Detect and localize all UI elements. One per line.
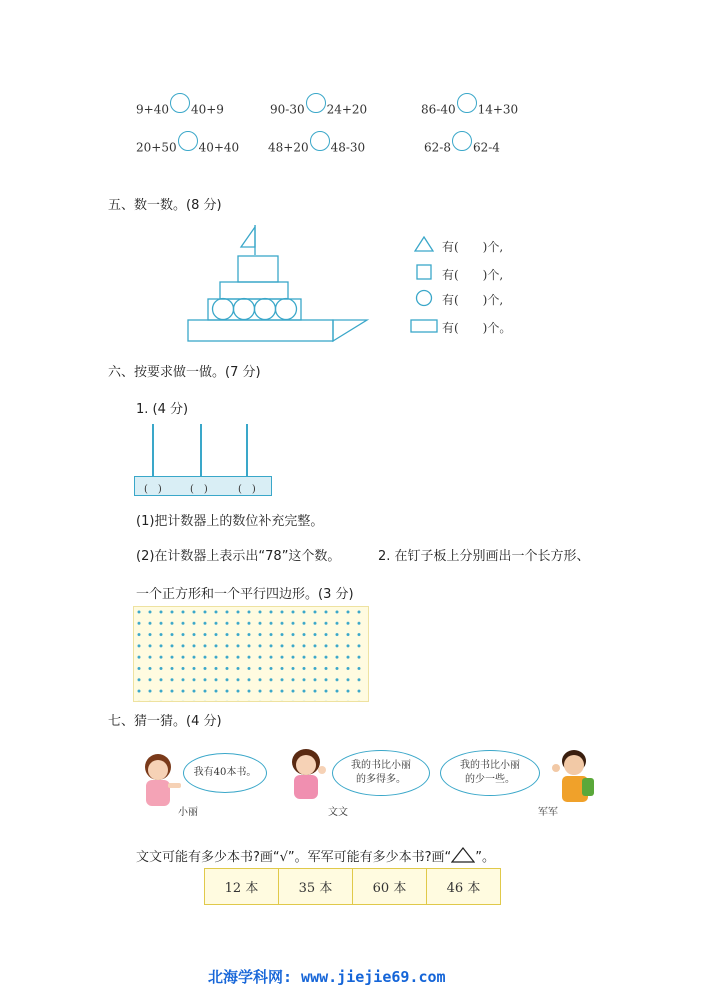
instruction-3-start: 2. 在钉子板上分别画出一个长方形、 xyxy=(378,549,590,564)
compare-item xyxy=(136,100,224,120)
circle-shape xyxy=(234,299,255,320)
middle-rectangle xyxy=(220,282,288,299)
answer-circle[interactable] xyxy=(306,93,326,113)
answer-circle[interactable] xyxy=(457,93,477,113)
expr-right: 48-30 xyxy=(330,140,366,155)
compare-item xyxy=(270,100,367,120)
option-cell[interactable]: 12 本 xyxy=(205,869,279,905)
instruction-3-end: 一个正方形和一个平行四边形。(3 分) xyxy=(136,587,354,602)
expr-left: 62-8 xyxy=(424,140,451,155)
compare-item xyxy=(424,138,500,158)
expr-right: 24+20 xyxy=(326,102,368,117)
hull-rectangle xyxy=(188,320,333,341)
counter-rod xyxy=(200,424,202,476)
peg-grid xyxy=(134,607,368,701)
bubble-text: 我的书比小丽的少一些。 xyxy=(460,760,520,785)
compare-item xyxy=(268,138,365,158)
expr-right: 62-4 xyxy=(472,140,500,155)
expr-left: 48+20 xyxy=(268,140,309,155)
legend-square: 有( )个, xyxy=(442,268,504,282)
answer-circle[interactable] xyxy=(310,131,330,151)
compare-item xyxy=(421,100,518,120)
place-slot[interactable]: ( ) xyxy=(190,484,208,495)
subquestion-1-label: 1. (4 分) xyxy=(136,402,189,417)
legend-rectangle: 有( )个。 xyxy=(442,321,512,335)
expr-right: 40+40 xyxy=(198,140,240,155)
circle-icon xyxy=(415,289,433,307)
answer-circle[interactable] xyxy=(178,131,198,151)
bow-triangle-icon xyxy=(333,320,367,341)
section-5-title: 五、数一数。(8 分) xyxy=(108,198,222,213)
speech-bubble-xiaoli: 我有40本书。 xyxy=(183,753,267,793)
circle-shape xyxy=(213,299,234,320)
footer-watermark[interactable]: 北海学科网: www.jiejie69.com xyxy=(208,968,446,986)
boy-junjun-avatar xyxy=(548,748,598,806)
square-icon xyxy=(416,264,432,280)
speech-bubble-wenwen xyxy=(332,750,430,796)
section-6-title: 六、按要求做一做。(7 分) xyxy=(108,365,261,380)
expr-left: 9+40 xyxy=(136,102,169,117)
expr-left: 20+50 xyxy=(136,140,177,155)
boat-figure xyxy=(185,225,370,345)
place-slot[interactable]: ( ) xyxy=(238,484,256,495)
top-square xyxy=(238,256,278,282)
name-junjun: 军军 xyxy=(538,807,558,818)
triangle-icon xyxy=(451,847,475,863)
counter-rod xyxy=(152,424,154,476)
answer-circle[interactable] xyxy=(170,93,190,113)
guess-question-end: ”。 xyxy=(475,850,496,865)
girl-xiaoli-avatar xyxy=(138,753,182,809)
name-xiaoli: 小丽 xyxy=(178,807,198,818)
expr-right: 14+30 xyxy=(477,102,519,117)
section-7-title: 七、猜一猜。(4 分) xyxy=(108,714,222,729)
answer-circle[interactable] xyxy=(452,131,472,151)
compare-item xyxy=(136,138,239,158)
expr-left: 90-30 xyxy=(270,102,305,117)
instruction-1: (1)把计数器上的数位补充完整。 xyxy=(136,514,324,529)
legend-triangle: 有( )个, xyxy=(442,240,504,254)
peg-board[interactable] xyxy=(133,606,369,702)
instruction-2: (2)在计数器上表示出“78”这个数。 xyxy=(136,549,341,564)
bubble-text: 我的书比小丽的多得多。 xyxy=(351,760,411,785)
place-slot[interactable]: ( ) xyxy=(144,484,162,495)
option-cell[interactable]: 46 本 xyxy=(427,869,501,905)
legend-circle: 有( )个, xyxy=(442,293,504,307)
counter-rod xyxy=(246,424,248,476)
option-cell[interactable]: 35 本 xyxy=(279,869,353,905)
triangle-icon xyxy=(414,236,434,252)
expr-right: 40+9 xyxy=(190,102,224,117)
flag-triangle-icon xyxy=(241,227,255,247)
circle-shape xyxy=(276,299,297,320)
speech-bubble-junjun xyxy=(440,750,540,796)
girl-wenwen-avatar xyxy=(284,748,328,804)
rectangle-icon xyxy=(410,318,438,334)
option-cell[interactable]: 60 本 xyxy=(353,869,427,905)
guess-question xyxy=(136,846,495,865)
name-wenwen: 文文 xyxy=(328,807,348,818)
circle-shape xyxy=(255,299,276,320)
book-options-table xyxy=(204,868,501,905)
guess-question-text: 文文可能有多少本书?画“√”。军军可能有多少本书?画“ xyxy=(136,850,452,865)
expr-left: 86-40 xyxy=(421,102,456,117)
